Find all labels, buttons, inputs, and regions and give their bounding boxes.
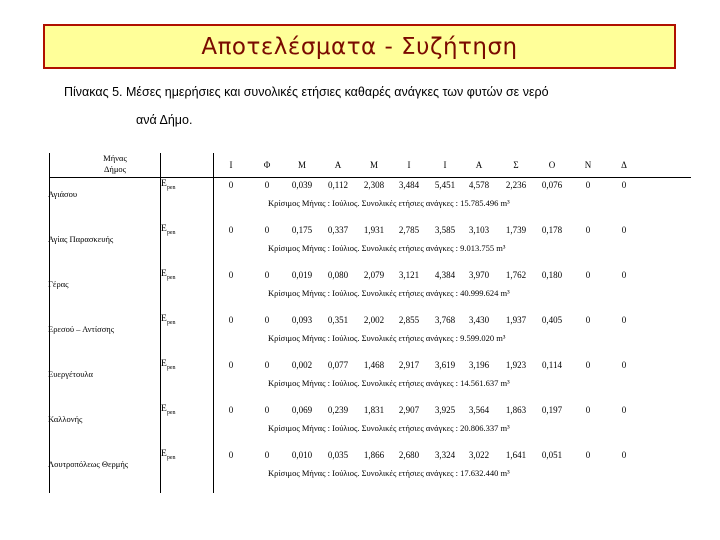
table-cell: 0 (264, 405, 270, 415)
region-name: Λουτροπόλεως Θερμής (48, 459, 129, 469)
table-cell: 0 (228, 315, 234, 325)
table-cell: 0,093 (291, 315, 313, 325)
table-cell: 0 (228, 360, 234, 370)
region-name: Ευεργέτουλα (48, 369, 93, 379)
table-cell: 0,114 (542, 360, 562, 370)
table-cell: 1,937 (505, 315, 527, 325)
month-header: Ι (229, 160, 233, 170)
month-header: Μ (369, 160, 378, 170)
table-cell: 0,039 (291, 180, 313, 190)
table-cell: 2,002 (363, 315, 385, 325)
table-cell: 3,430 (468, 315, 490, 325)
table-cell: 0 (264, 270, 270, 280)
header-corner (55, 153, 175, 179)
table-cell: 2,079 (363, 270, 385, 280)
header-divider (49, 177, 691, 178)
header-municipality-label: Δήμος (103, 164, 127, 174)
table-cell: 0,051 (541, 450, 563, 460)
table-cell: 1,468 (363, 360, 385, 370)
table-cell: 0,019 (291, 270, 313, 280)
table-cell: 0 (621, 180, 627, 190)
month-header: Ν (584, 160, 592, 170)
table-cell: 0,197 (541, 405, 563, 415)
table-cell: 0,351 (327, 315, 349, 325)
table-cell: 0 (228, 270, 234, 280)
table-cell: 2,917 (398, 360, 420, 370)
table-cell: 2,680 (398, 450, 420, 460)
table-cell: 0 (264, 315, 270, 325)
table-cell: 4,384 (434, 270, 456, 280)
table-cell: 0 (585, 405, 591, 415)
table-cell: 3,970 (468, 270, 490, 280)
table-cell: 0,178 (541, 225, 563, 235)
table-cell: 0,035 (327, 450, 349, 460)
table-cell: 5,451 (434, 180, 456, 190)
table-cell: 0 (585, 225, 591, 235)
month-header: Φ (263, 160, 271, 170)
table-cell: 0 (228, 180, 234, 190)
table-cell: 0 (228, 450, 234, 460)
critical-month-note: Κρίσιμος Μήνας : Ιούλιος. Συνολικές ετήσιες ανάγκες : 9.013.755 m³ (268, 243, 506, 253)
caption-line-2: ανά Δήμο. (136, 113, 193, 127)
table-cell: 3,768 (434, 315, 456, 325)
month-header: Μ (297, 160, 306, 170)
table-cell: 0 (621, 270, 627, 280)
table-cell: 0 (621, 225, 627, 235)
table-cell: 0 (585, 315, 591, 325)
month-header: Ο (548, 160, 556, 170)
table-cell: 1,831 (363, 405, 385, 415)
table-cell: 2,855 (398, 315, 420, 325)
table-cell: 3,022 (468, 450, 490, 460)
table-cell: 3,121 (398, 270, 420, 280)
table-cell: 0 (585, 450, 591, 460)
ep-label: $E_{pen}$ (161, 314, 176, 326)
slide-title-box (43, 24, 676, 69)
table-cell: 0,175 (291, 225, 313, 235)
month-header: Ι (443, 160, 447, 170)
table-cell: 0 (264, 450, 270, 460)
table-cell: 2,785 (398, 225, 420, 235)
region-name: Αγιάσου (48, 189, 78, 199)
month-header: Α (475, 160, 483, 170)
table-cell: 0 (621, 450, 627, 460)
table-cell: 0 (585, 180, 591, 190)
critical-month-note: Κρίσιμος Μήνας : Ιούλιος. Συνολικές ετήσιες ανάγκες : 20.806.337 m³ (268, 423, 510, 433)
caption-line-1: Πίνακας 5. Μέσες ημερήσιες και συνολικές ετήσιες καθαρές ανάγκες των φυτών σε νερό (64, 85, 549, 99)
table-cell: 0,405 (541, 315, 563, 325)
region-name: Αγίας Παρασκευής (48, 234, 114, 244)
table-cell: 0,076 (541, 180, 563, 190)
table-cell: 0 (264, 180, 270, 190)
table-cell: 3,925 (434, 405, 456, 415)
table-cell: 1,863 (505, 405, 527, 415)
ep-label: $E_{pen}$ (161, 359, 176, 371)
critical-month-note: Κρίσιμος Μήνας : Ιούλιος. Συνολικές ετήσιες ανάγκες : 9.599.020 m³ (268, 333, 506, 343)
water-needs-table (43, 145, 689, 500)
table-cell: 0 (228, 225, 234, 235)
region-name: Γέρας (48, 279, 69, 289)
table-cell: 4,578 (468, 180, 490, 190)
ep-label: $E_{pen}$ (161, 269, 176, 281)
table-cell: 2,907 (398, 405, 420, 415)
table-cell: 3,103 (468, 225, 490, 235)
table-cell: 2,236 (505, 180, 527, 190)
table-cell: 0,337 (327, 225, 349, 235)
table-cell: 1,739 (505, 225, 527, 235)
table-cell: 0 (585, 270, 591, 280)
header-month-label: Μήνας (103, 153, 127, 163)
table-cell: 1,866 (363, 450, 385, 460)
table-cell: 0,080 (327, 270, 349, 280)
table-cell: 1,641 (505, 450, 527, 460)
table-cell: 0 (621, 405, 627, 415)
month-header: Δ (621, 160, 627, 170)
table-cell: 2,308 (363, 180, 385, 190)
table-cell: 1,762 (505, 270, 527, 280)
region-name: Καλλονής (48, 414, 83, 424)
table-cell: 1,923 (505, 360, 527, 370)
table-cell: 0 (621, 360, 627, 370)
table-cell: 0,077 (327, 360, 349, 370)
table-cell: 0,010 (291, 450, 313, 460)
table-cell: 0 (621, 315, 627, 325)
critical-month-note: Κρίσιμος Μήνας : Ιούλιος. Συνολικές ετήσιες ανάγκες : 40.999.624 m³ (268, 288, 510, 298)
month-header: Ι (407, 160, 411, 170)
table-cell: 1,931 (363, 225, 385, 235)
table-caption (64, 78, 684, 134)
table-cell: 0 (585, 360, 591, 370)
table-cell: 3,564 (468, 405, 490, 415)
table-cell: 3,324 (434, 450, 456, 460)
month-header: Α (334, 160, 342, 170)
table-cell: 0,239 (327, 405, 349, 415)
critical-month-note: Κρίσιμος Μήνας : Ιούλιος. Συνολικές ετήσιες ανάγκες : 17.632.440 m³ (268, 468, 510, 478)
ep-label: $E_{pen}$ (161, 449, 176, 461)
table-cell: 3,196 (468, 360, 490, 370)
ep-label: $E_{pen}$ (161, 224, 176, 236)
table-cell: 0,069 (291, 405, 313, 415)
table-left-border (49, 153, 50, 493)
ep-label: $E_{pen}$ (161, 179, 176, 191)
region-name: Ερεσού – Αντίσσης (48, 324, 115, 334)
table-cell: 0,180 (541, 270, 563, 280)
table-cell: 3,484 (398, 180, 420, 190)
ep-label: $E_{pen}$ (161, 404, 176, 416)
critical-month-note: Κρίσιμος Μήνας : Ιούλιος. Συνολικές ετήσιες ανάγκες : 14.561.637 m³ (268, 378, 510, 388)
table-cell: 3,585 (434, 225, 456, 235)
month-header: Σ (513, 160, 519, 170)
table-cell: 0 (228, 405, 234, 415)
table-cell: 0 (264, 360, 270, 370)
table-cell: 0,112 (328, 180, 348, 190)
slide-title: Αποτελέσματα - Συζήτηση (201, 33, 518, 60)
table-cell: 0,002 (291, 360, 313, 370)
table-cell: 0 (264, 225, 270, 235)
critical-month-note: Κρίσιμος Μήνας : Ιούλιος. Συνολικές ετήσιες ανάγκες : 15.785.496 m³ (268, 198, 510, 208)
table-cell: 3,619 (434, 360, 456, 370)
